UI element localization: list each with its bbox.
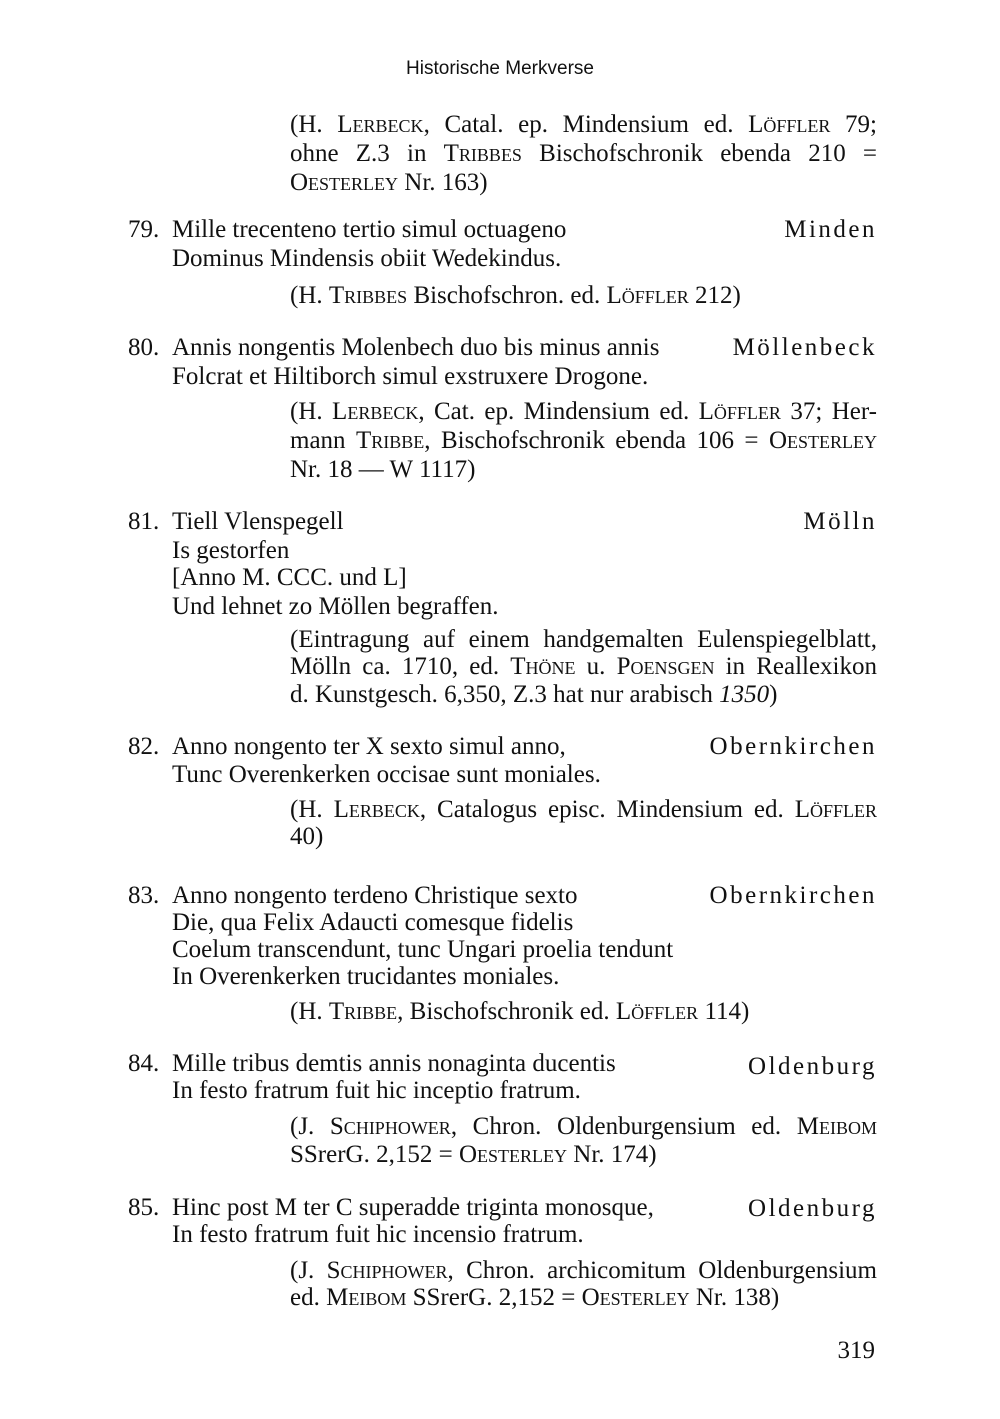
verse-line: Anno nongento ter X sexto simul anno, <box>172 733 566 760</box>
author-name: Oesterley <box>290 169 399 196</box>
citation-text: in Reallexikon <box>714 653 878 680</box>
verse-line: Tunc Overenkerken occisae sunt moniales. <box>172 761 601 788</box>
place-name: Obernkirchen <box>709 882 877 909</box>
citation-text: , Bischofschronik ed. <box>397 998 616 1025</box>
citation-text: 40) <box>290 823 324 850</box>
citation-text: , Bischofschronik ebenda 106 = <box>424 427 769 454</box>
citation-text: SSrerG. 2,152 = <box>290 1141 459 1168</box>
author-name: Meibom <box>326 1284 407 1311</box>
citation-text: Bischofschron. ed. <box>407 282 607 309</box>
citation-line <box>290 1112 877 1141</box>
citation-text: (Eintragung auf einem handgemalten Eulenspiegelblatt, <box>290 626 877 653</box>
verse-line: Tiell Vlenspegell <box>172 508 344 535</box>
author-name: Schiphower <box>326 1257 448 1284</box>
citation-text: (J. <box>290 1113 330 1140</box>
italic-text: 1350 <box>719 681 770 708</box>
citation-text: u. <box>575 653 617 680</box>
verse-line: Is gestorfen <box>172 537 290 564</box>
citation-line <box>290 426 877 455</box>
running-header: Historische Merkverse <box>406 58 594 79</box>
page-number: 319 <box>837 1337 875 1364</box>
place-name: Obernkirchen <box>709 733 877 760</box>
verse-line: [Anno M. CCC. und L] <box>172 564 407 591</box>
verse-line: Anno nongento terdeno Christique sexto <box>172 882 578 909</box>
author-name: Tribbes <box>443 140 522 167</box>
citation-text: Nr. 138) <box>689 1284 780 1311</box>
author-name: Löffler <box>606 282 689 309</box>
author-name: Lerbeck <box>333 796 420 823</box>
citation-text: , Chron. archicomitum Oldenburgensium <box>447 1257 877 1284</box>
author-name: Lerbeck <box>337 111 424 138</box>
citation-line <box>290 281 741 310</box>
place-name: Minden <box>784 216 877 243</box>
citation-text: (H. <box>290 796 334 823</box>
author-name: Oesterley <box>768 427 877 454</box>
author-name: Löffler <box>698 398 781 425</box>
verse-line: In festo fratrum fuit hic incensio fratrum. <box>172 1221 584 1248</box>
citation-line <box>290 455 475 484</box>
citation-line <box>290 680 777 709</box>
author-name: Lerbeck <box>332 398 419 425</box>
verse-line: In Overenkerken trucidantes moniales. <box>172 963 560 990</box>
author-name: Oesterley <box>581 1284 690 1311</box>
place-name: Oldenburg <box>748 1195 877 1222</box>
author-name: Schiphower <box>329 1113 451 1140</box>
citation-line <box>290 110 877 139</box>
author-name: Poensgen <box>616 653 715 680</box>
citation-text: Nr. 18 — W 1117) <box>290 456 476 483</box>
author-name: Tribbes <box>328 282 408 309</box>
citation-line <box>290 795 877 824</box>
author-name: Tribbe <box>328 998 398 1025</box>
citation-text: d. Kunstgesch. 6,350, Z.3 hat nur arabisch <box>290 681 720 708</box>
citation-text: 212) <box>688 282 741 309</box>
citation-text: , Catalogus episc. Mindensium ed. <box>419 796 795 823</box>
place-name: Oldenburg <box>748 1053 877 1080</box>
citation-line <box>290 139 877 168</box>
verse-line: Mille tribus demtis annis nonaginta ducentis <box>172 1050 616 1077</box>
place-name: Möllenbeck <box>732 334 877 361</box>
entry-number: 85. <box>128 1194 160 1221</box>
citation-text: Nr. 174) <box>567 1141 657 1168</box>
citation-line <box>290 1283 779 1312</box>
citation-text: , Chron. Oldenburgensium ed. <box>450 1113 797 1140</box>
verse-line: Coelum transcendunt, tunc Ungari proelia tendunt <box>172 936 674 963</box>
citation-text: 79; <box>830 111 877 138</box>
entry-number: 79. <box>128 216 160 243</box>
citation-line <box>290 822 323 851</box>
entry-number: 84. <box>128 1050 160 1077</box>
verse-line: Folcrat et Hiltiborch simul exstruxere Drogone. <box>172 363 649 390</box>
citation-text: , Cat. ep. Mindensium ed. <box>418 398 699 425</box>
citation-text: 37; Her- <box>780 398 877 425</box>
author-name: Löffler <box>794 796 877 823</box>
author-name: Oesterley <box>458 1141 568 1168</box>
verse-line: Dominus Mindensis obiit Wedekindus. <box>172 245 562 272</box>
citation-line <box>290 652 877 681</box>
verse-line: Die, qua Felix Adaucti comesque fidelis <box>172 909 574 936</box>
verse-line: Und lehnet zo Möllen begraffen. <box>172 593 499 620</box>
citation-text: (H. <box>290 398 333 425</box>
citation-text: Nr. 163) <box>398 169 488 196</box>
author-name: Tribbe <box>355 427 425 454</box>
citation-text: Bischofschronik ebenda 210 = <box>521 140 877 167</box>
citation-text: , Catal. ep. Mindensium ed. <box>423 111 749 138</box>
citation-line <box>290 625 877 654</box>
citation-text: (H. <box>290 998 329 1025</box>
entry-number: 81. <box>128 508 160 535</box>
entry-number: 80. <box>128 334 160 361</box>
citation-text: mann <box>290 427 356 454</box>
citation-line <box>290 397 877 426</box>
citation-text: Mölln ca. 1710, ed. <box>290 653 511 680</box>
citation-text: ed. <box>290 1284 327 1311</box>
author-name: Löffler <box>748 111 831 138</box>
author-name: Meibom <box>796 1113 877 1140</box>
citation-text: ohne Z.3 in <box>290 140 444 167</box>
citation-text: (H. <box>290 282 329 309</box>
verse-line: Mille trecenteno tertio simul octuageno <box>172 216 567 243</box>
citation-line <box>290 997 749 1026</box>
citation-text: SSrerG. 2,152 = <box>406 1284 582 1311</box>
citation-text: (H. <box>290 111 338 138</box>
citation-text: ) <box>769 681 778 708</box>
author-name: Löffler <box>615 998 699 1025</box>
entry-number: 83. <box>128 882 160 909</box>
place-name: Mölln <box>803 508 877 535</box>
verse-line: Hinc post M ter C superadde triginta monosque, <box>172 1194 654 1221</box>
citation-text: 114) <box>698 998 750 1025</box>
entry-number: 82. <box>128 733 160 760</box>
verse-line: Annis nongentis Molenbech duo bis minus annis <box>172 334 660 361</box>
citation-line <box>290 1256 877 1285</box>
citation-line <box>290 168 488 197</box>
verse-line: In festo fratrum fuit hic inceptio fratrum. <box>172 1077 581 1104</box>
author-name: Thöne <box>510 653 576 680</box>
citation-line <box>290 1140 657 1169</box>
citation-text: (J. <box>290 1257 327 1284</box>
